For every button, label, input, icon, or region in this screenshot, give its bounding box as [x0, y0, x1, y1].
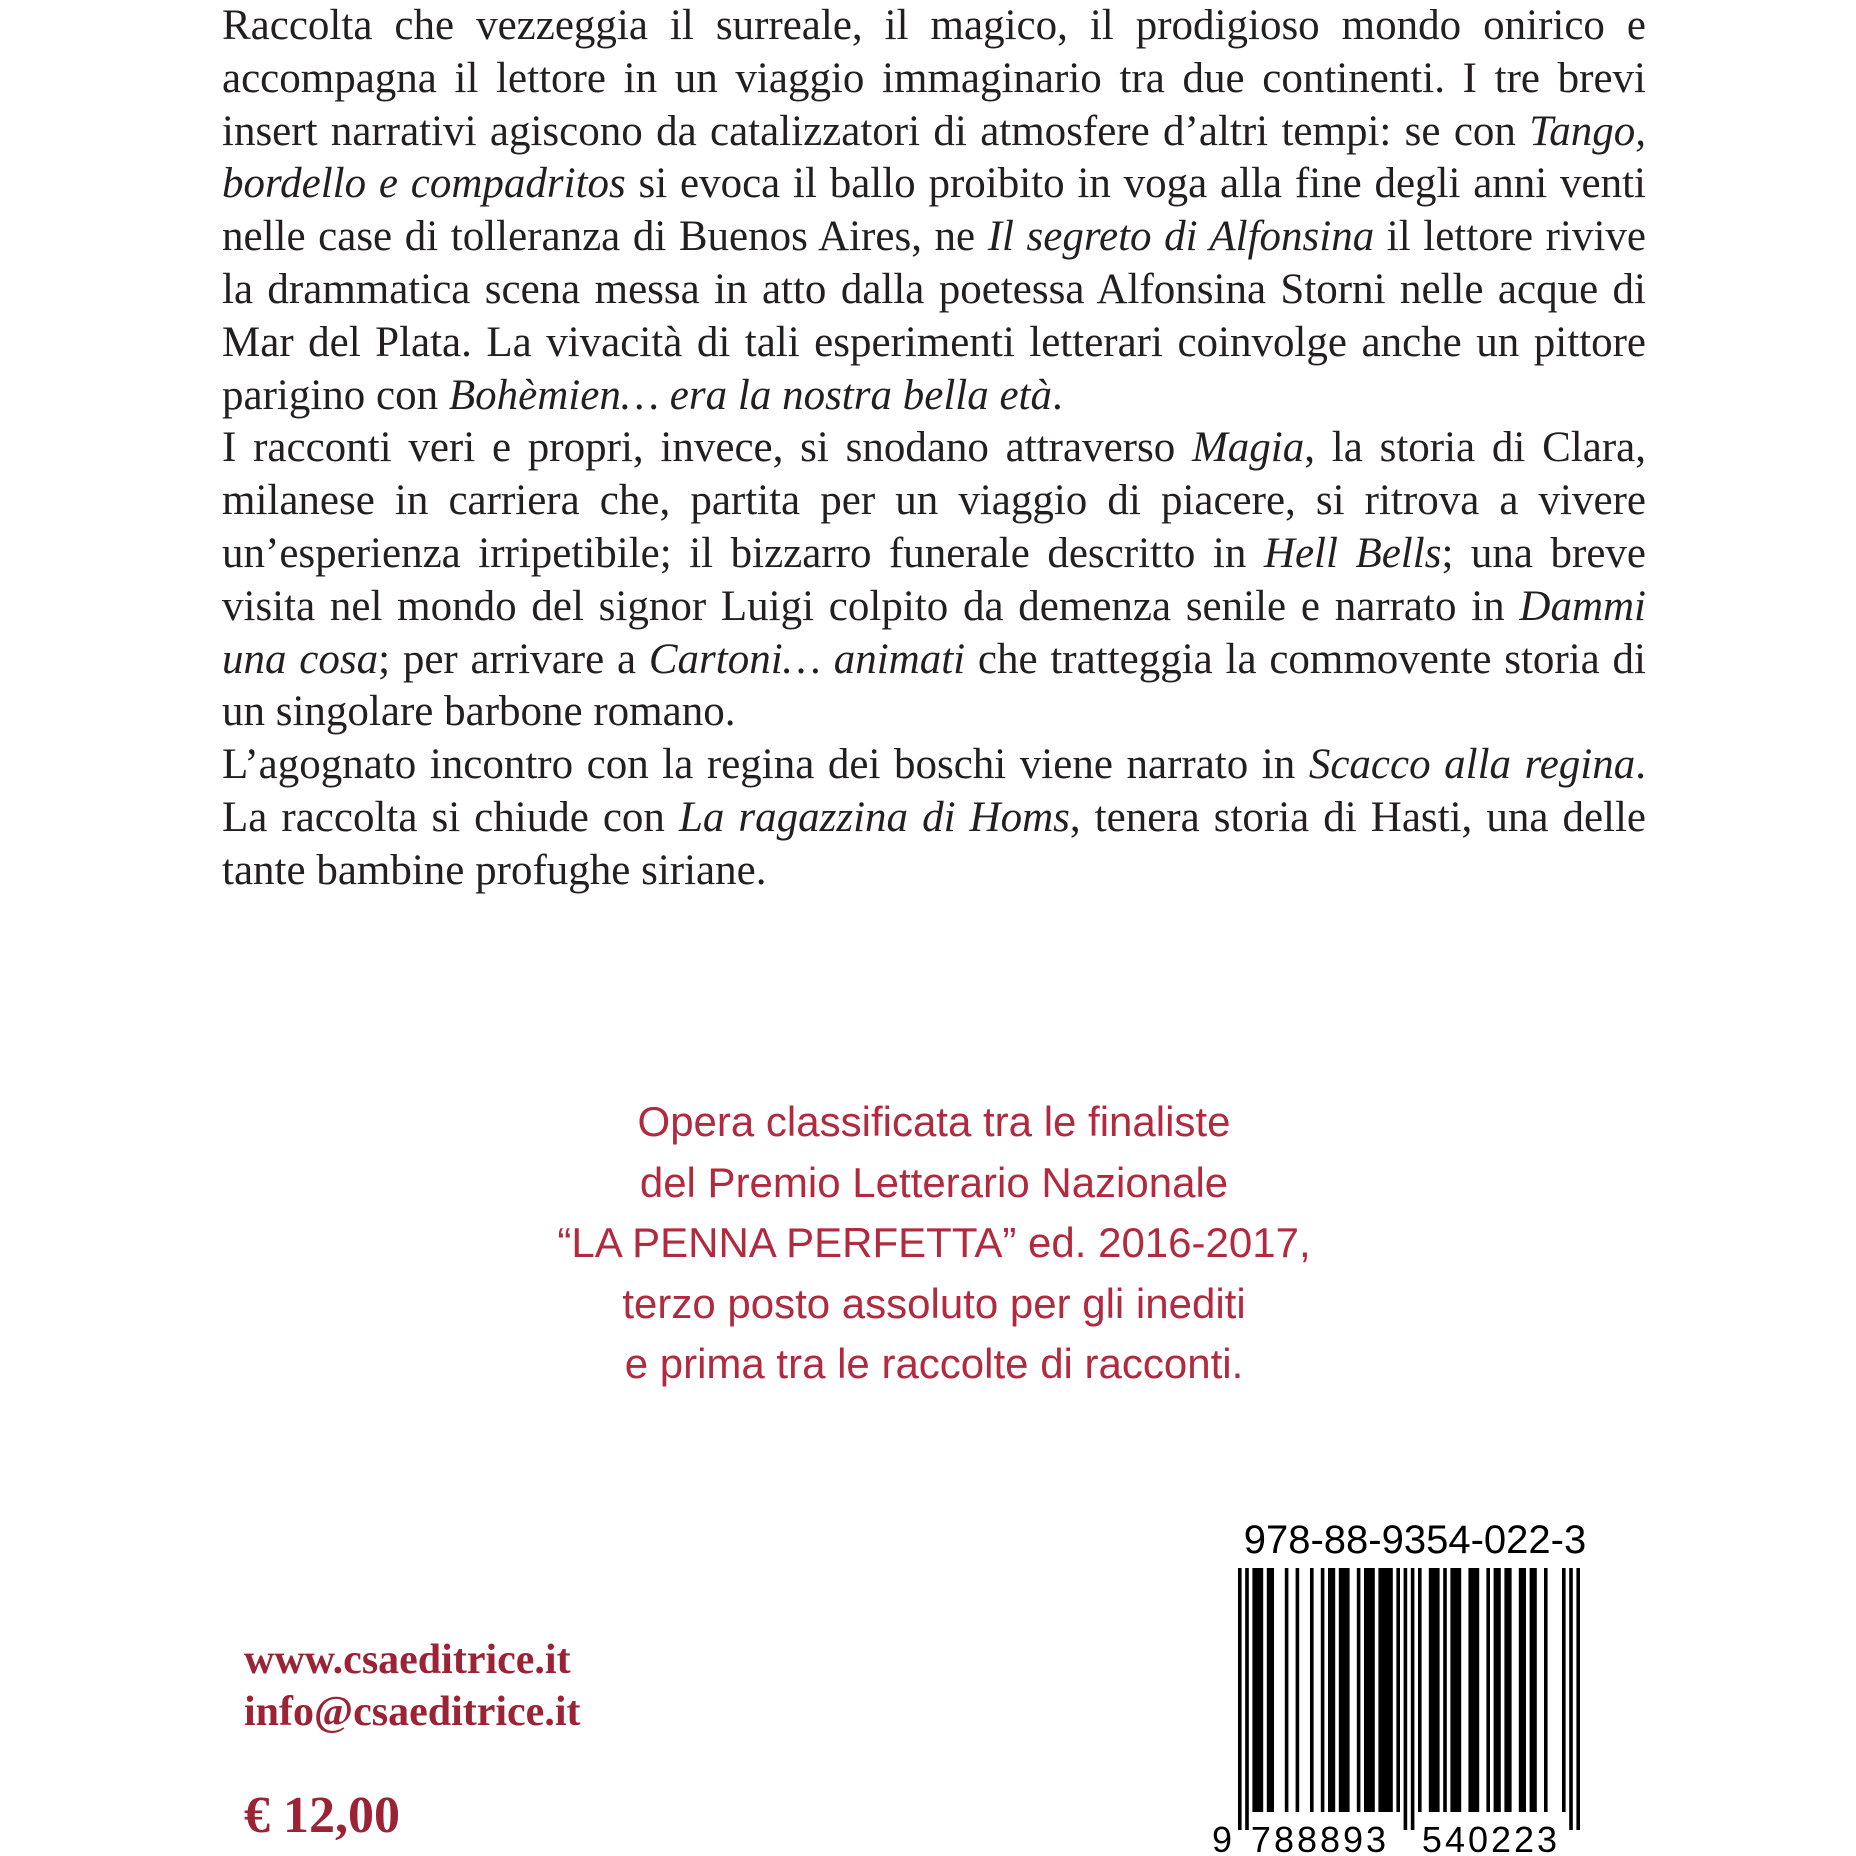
text-run: , la storia di Clara, milanese in carriera che, partita per un viaggio di piacere, si ritrova a vivere un’esperienza irripetibile; il bizzarro funerale descritto in: [222, 424, 1646, 577]
italic-title: Scacco alla regina: [1308, 741, 1636, 789]
synopsis-paragraph-2: [222, 422, 1646, 739]
text-run: il lettore rivive la drammatica scena messa in atto dalla poetessa Alfonsina Storni nelle acque di Mar del Plata. La vivacità di tali esperimenti letterari coinvolge anche un pittore parigino con: [222, 213, 1646, 419]
barcode-digits-right: 540223: [1421, 1819, 1561, 1856]
text-run: ; una breve visita nel mondo del signor Luigi colpito da demenza senile e narrato in: [222, 529, 1646, 630]
barcode-bar: [1238, 1568, 1242, 1830]
barcode-bar: [1404, 1568, 1408, 1830]
italic-title: Hell Bells: [1263, 529, 1442, 577]
award-line: del Premio Letterario Nazionale: [639, 1158, 1229, 1206]
barcode-bar: [1378, 1568, 1392, 1812]
barcode-bar: [1296, 1568, 1300, 1812]
synopsis-paragraph-3: [222, 739, 1646, 897]
barcode-bar: [1285, 1568, 1289, 1812]
synopsis: [222, 0, 1646, 898]
text-run: . La raccolta si chiude con: [222, 741, 1646, 841]
text-run: si evoca il ballo proibito in voga alla fine degli anni venti nelle case di tolleranza di Buenos Aires, ne: [222, 160, 1646, 261]
barcode-bar: [1252, 1568, 1263, 1812]
publisher-website: www.csaeditrice.it: [244, 1637, 571, 1683]
barcode-bar: [1357, 1568, 1361, 1812]
italic-title: La ragazzina di Homs: [678, 793, 1070, 841]
barcode-bar: [1267, 1568, 1274, 1812]
barcode-bar: [1569, 1568, 1573, 1830]
barcode: [1208, 1568, 1608, 1856]
publisher-email: info@csaeditrice.it: [244, 1689, 581, 1735]
synopsis-paragraph-1: [222, 0, 1646, 422]
barcode-bar: [1450, 1568, 1461, 1812]
barcode-bar: [1339, 1568, 1350, 1812]
barcode-bar: [1443, 1568, 1447, 1812]
barcode-bar: [1429, 1568, 1440, 1812]
barcode-digit-first: 9: [1211, 1819, 1233, 1856]
barcode-bar: [1544, 1568, 1548, 1812]
italic-title: Dammi una cosa: [222, 582, 1646, 683]
italic-title: Tango, bordello e compadritos: [222, 107, 1646, 208]
text-run: che tratteggia la commovente storia di un singolare barbone romano.: [222, 635, 1646, 736]
award-line: Opera classificata tra le finaliste: [637, 1098, 1231, 1145]
italic-title: Il segreto di Alfonsina: [987, 213, 1375, 261]
award-line: terzo posto assoluto per gli inediti: [622, 1279, 1246, 1327]
award-line: e prima tra le raccolte di racconti.: [624, 1340, 1244, 1387]
barcode-bar: [1504, 1568, 1511, 1812]
barcode-bar: [1411, 1568, 1415, 1830]
italic-title: Cartoni… animati: [648, 635, 966, 683]
barcode-bar: [1364, 1568, 1375, 1812]
barcode-bar: [1562, 1568, 1566, 1812]
text-run: ; per arrivare a: [378, 635, 649, 683]
barcode-bar: [1321, 1568, 1325, 1812]
award-note: [222, 1092, 1646, 1395]
barcode-bar: [1396, 1568, 1400, 1812]
italic-title: Magia: [1191, 424, 1305, 472]
publisher-contacts: [244, 1634, 580, 1738]
barcode-bar: [1530, 1568, 1537, 1812]
barcode-bar: [1328, 1568, 1335, 1812]
text-run: , tenera storia di Hasti, una delle tante bambine profughe siriane.: [222, 793, 1647, 894]
barcode-bar: [1310, 1568, 1314, 1812]
price: € 12,00: [244, 1787, 400, 1844]
barcode-bar: [1576, 1568, 1580, 1830]
barcode-bar: [1468, 1568, 1479, 1812]
barcode-digits-left: 788893: [1250, 1819, 1390, 1856]
isbn-label: 978-88-9354-022-3: [1243, 1518, 1587, 1562]
award-line: “LA PENNA PERFETTA” ed. 2016-2017,: [557, 1219, 1311, 1266]
text-run: Raccolta che vezzeggia il surreale, il magico, il prodigioso mondo onirico e accompagna il lettore in un viaggio immaginario tra due continenti. I tre brevi insert narrativi agiscono da catalizzatori di atmosfere d’altri tempi: se con: [222, 2, 1646, 155]
text-run: .: [1052, 371, 1063, 419]
barcode-bar: [1494, 1568, 1501, 1812]
barcode-bar: [1519, 1568, 1526, 1812]
italic-title: Bohèmien… era la nostra bella età: [448, 371, 1053, 419]
barcode-bar: [1245, 1568, 1249, 1830]
barcode-bar: [1486, 1568, 1490, 1812]
text-run: L’agognato incontro con la regina dei boschi viene narrato in: [222, 741, 1309, 789]
text-run: I racconti veri e propri, invece, si snodano attraverso: [222, 424, 1192, 472]
barcode-bar: [1418, 1568, 1422, 1812]
